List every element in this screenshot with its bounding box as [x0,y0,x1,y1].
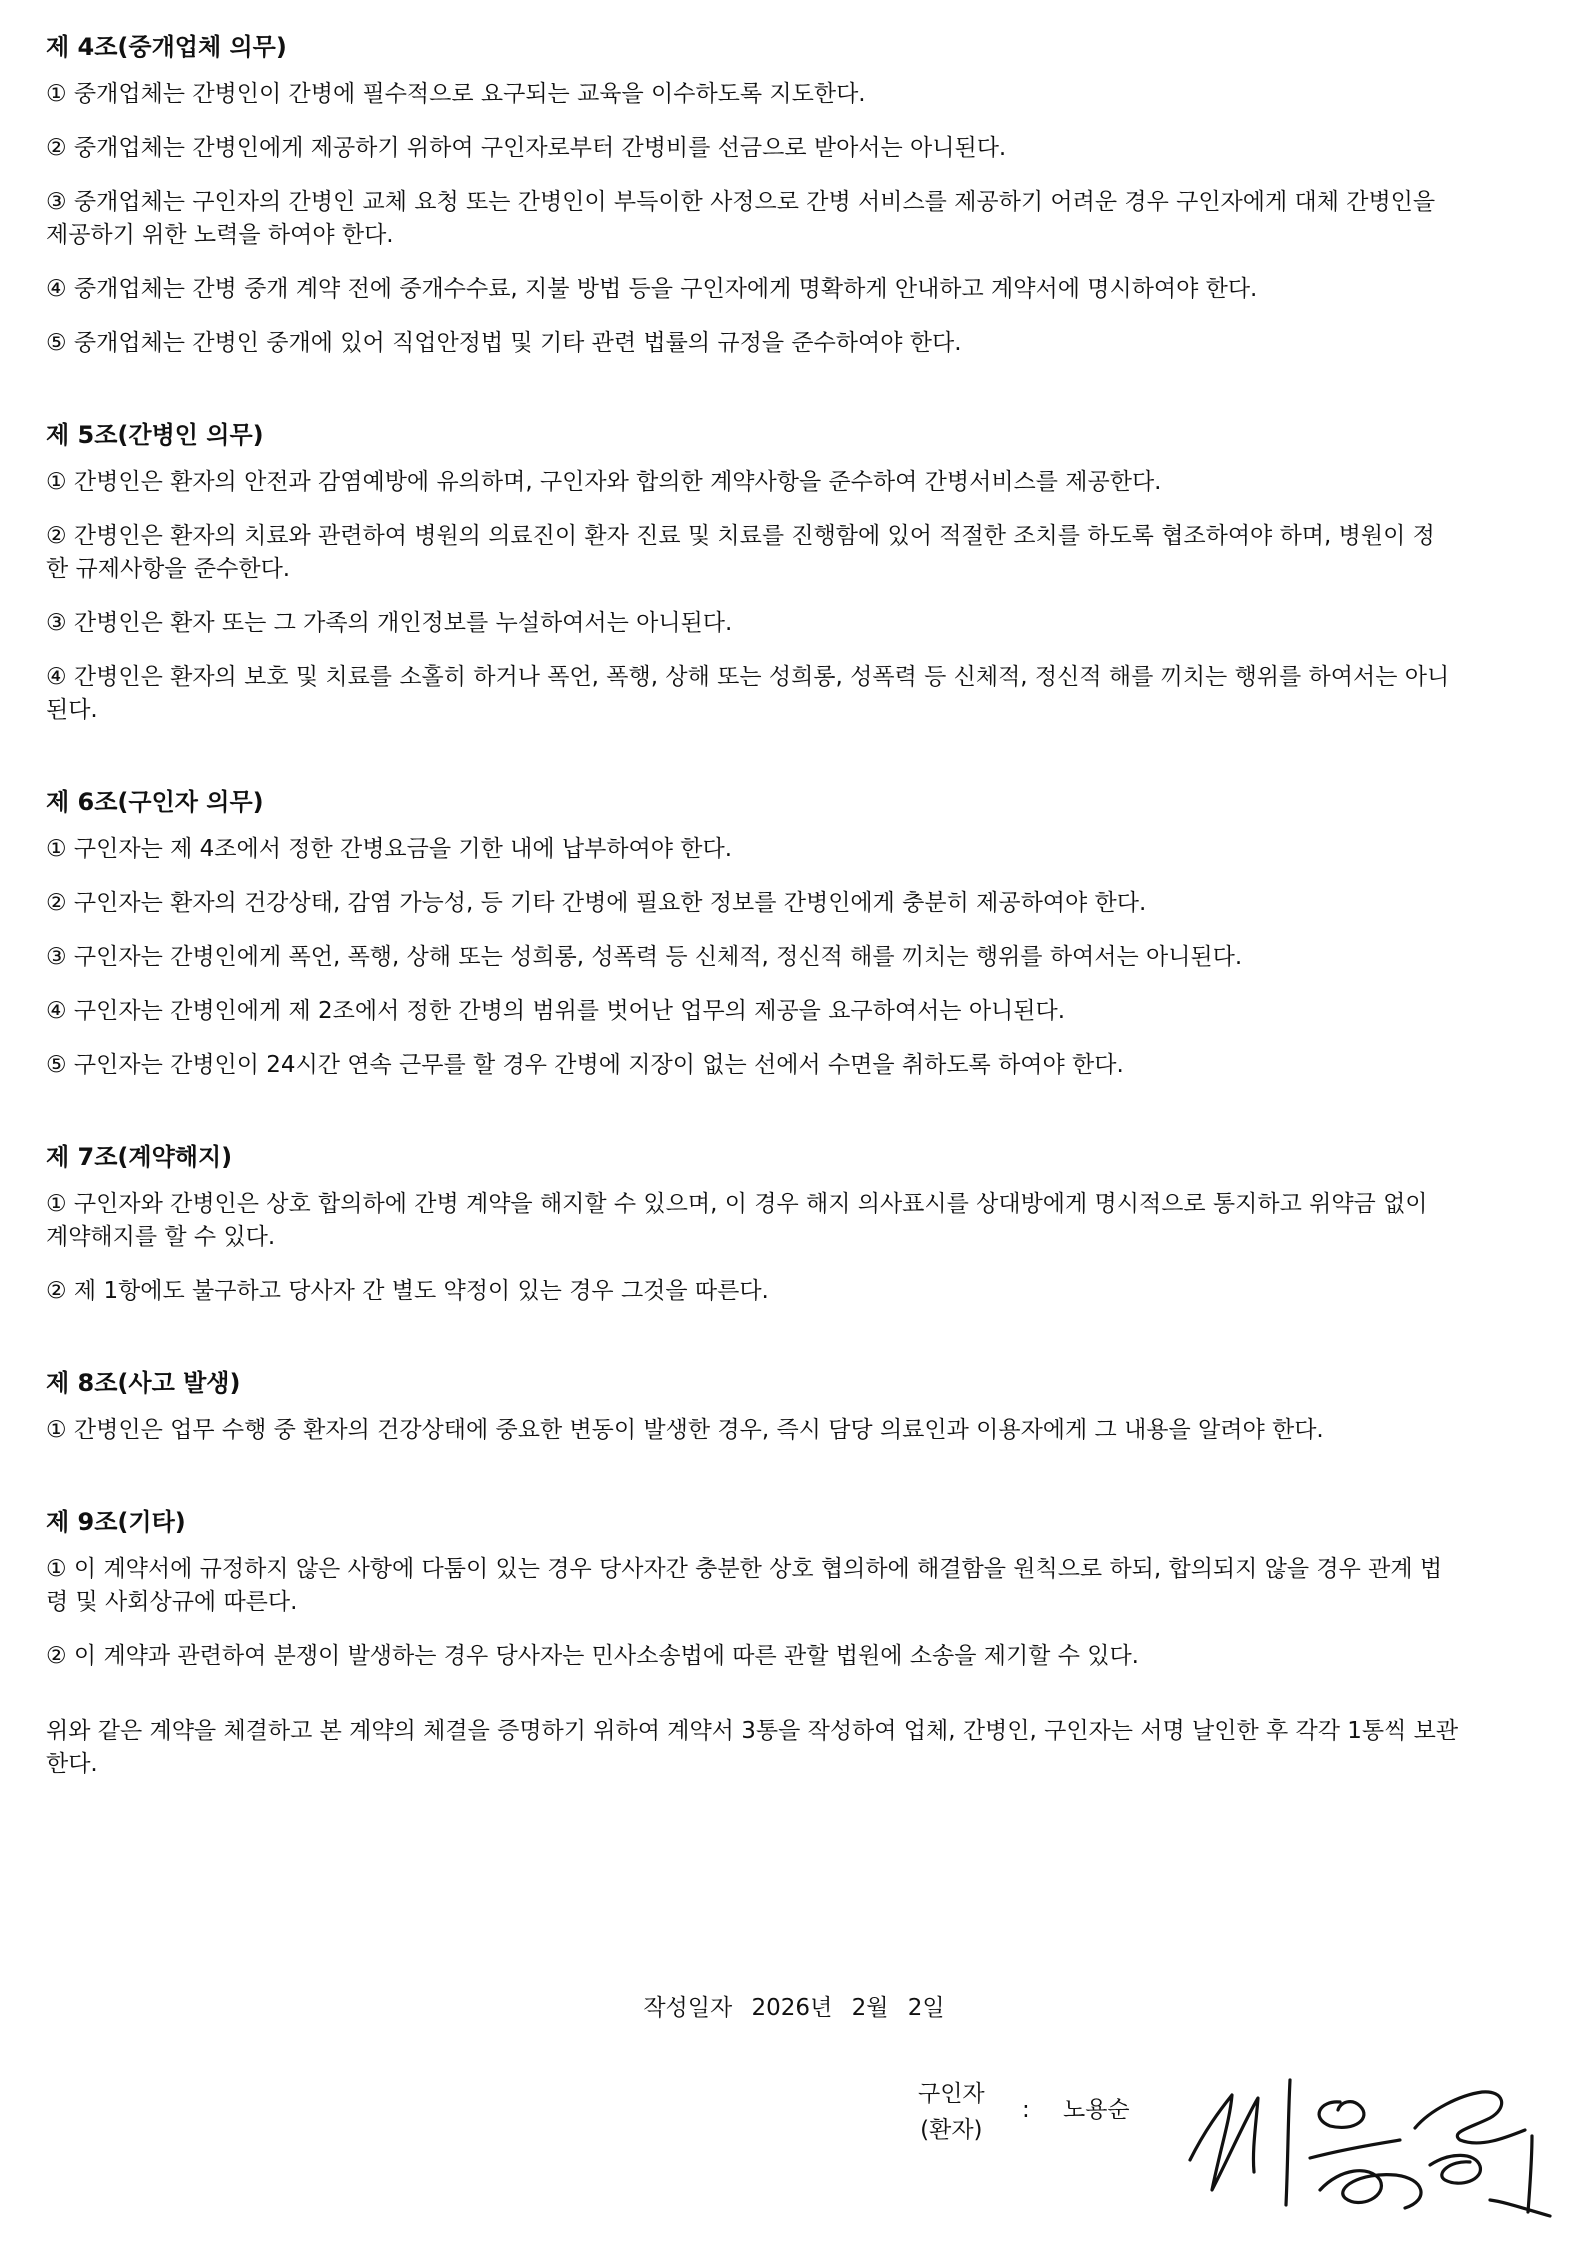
clause-item: ① 구인자는 제 4조에서 정한 간병요금을 기한 내에 납부하여야 한다. [46,836,733,862]
article-title: 제 9조(기타) [46,1508,186,1536]
clause-item: ② 중개업체는 간병인에게 제공하기 위하여 구인자로부터 간병비를 선금으로 받아서는 아니된다. [46,135,1007,161]
date-label: 작성일자 [643,1995,733,2021]
article-title: 제 7조(계약해지) [46,1143,233,1171]
clause-item: ② 제 1항에도 불구하고 당사자 간 별도 약정이 있는 경우 그것을 따른다. [46,1278,769,1304]
article-title: 제 8조(사고 발생) [46,1369,241,1397]
clause-item: ② 이 계약과 관련하여 분쟁이 발생하는 경우 당사자는 민사소송법에 따른 관할 법원에 소송을 제기할 수 있다. [46,1643,1139,1669]
clause-item: ① 이 계약서에 규정하지 않은 사항에 다툼이 있는 경우 당사자간 충분한 상호 협의하에 해결함을 원칙으로 하되, 합의되지 않을 경우 관계 법 령 및 사회상규에 따른다. [46,1556,1443,1615]
signer-role [918,2076,985,2148]
article-title: 제 6조(구인자 의무) [46,788,264,816]
clause-item: ③ 구인자는 간병인에게 폭언, 폭행, 상해 또는 성희롱, 성폭력 등 신체적, 정신적 해를 끼치는 행위를 하여서는 아니된다. [46,944,1243,970]
clause-item: ① 중개업체는 간병인이 간병에 필수적으로 요구되는 교육을 이수하도록 지도한다. [46,81,866,107]
clause-item: ⑤ 중개업체는 간병인 중개에 있어 직업안정법 및 기타 관련 법률의 규정을 준수하여야 한다. [46,330,962,356]
clause-item: ③ 중개업체는 구인자의 간병인 교체 요청 또는 간병인이 부득이한 사정으로 간병 서비스를 제공하기 어려운 경우 구인자에게 대체 간병인을 제공하기 위한 노력을 하여야 한다. [46,189,1436,248]
signer-colon: : [1022,2097,1030,2123]
clause-item: ⑤ 구인자는 간병인이 24시간 연속 근무를 할 경우 간병에 지장이 없는 선에서 수면을 취하도록 하여야 한다. [46,1052,1124,1078]
article-4 [46,30,1546,360]
article-6 [46,785,1546,1082]
signer-role-subtitle: (환자) [920,2117,983,2143]
date-line [0,1992,1588,2024]
handwritten-signature [1160,2040,1560,2230]
closing-statement: 위와 같은 계약을 체결하고 본 계약의 체결을 증명하기 위하여 계약서 3통을 작성하여 업체, 간병인, 구인자는 서명 날인한 후 각각 1통씩 보관 한다. [46,1718,1459,1777]
article-title: 제 4조(중개업체 의무) [46,33,287,61]
article-8 [46,1366,1546,1447]
clause-item: ④ 구인자는 간병인에게 제 2조에서 정한 간병의 범위를 벗어난 업무의 제공을 요구하여서는 아니된다. [46,998,1066,1024]
clause-item: ③ 간병인은 환자 또는 그 가족의 개인정보를 누설하여서는 아니된다. [46,610,733,636]
date-month: 2월 [851,1995,889,2021]
clause-item: ④ 중개업체는 간병 중개 계약 전에 중개수수료, 지불 방법 등을 구인자에게 명확하게 안내하고 계약서에 명시하여야 한다. [46,276,1258,302]
article-9 [46,1505,1546,1673]
clause-item: ① 간병인은 업무 수행 중 환자의 건강상태에 중요한 변동이 발생한 경우, 즉시 담당 의료인과 이용자에게 그 내용을 알려야 한다. [46,1417,1324,1443]
clause-item: ② 간병인은 환자의 치료와 관련하여 병원의 의료진이 환자 진료 및 치료를 진행함에 있어 적절한 조치를 하도록 협조하여야 하며, 병원이 정 한 규제사항을 준수한다. [46,523,1435,582]
article-7 [46,1140,1546,1308]
contract-body [46,30,1546,1781]
date-day: 2일 [907,1995,945,2021]
signer-name: 노용순 [1063,2097,1130,2123]
article-title: 제 5조(간병인 의무) [46,421,264,449]
clause-item: ① 간병인은 환자의 안전과 감염예방에 유의하며, 구인자와 합의한 계약사항을 준수하여 간병서비스를 제공한다. [46,469,1162,495]
clause-item: ① 구인자와 간병인은 상호 합의하에 간병 계약을 해지할 수 있으며, 이 경우 해지 의사표시를 상대방에게 명시적으로 통지하고 위약금 없이 계약해지를 할 수 있다. [46,1191,1428,1250]
date-year: 2026년 [751,1995,833,2021]
signer-role-title: 구인자 [918,2081,985,2107]
clause-item: ② 구인자는 환자의 건강상태, 감염 가능성, 등 기타 간병에 필요한 정보를 간병인에게 충분히 제공하여야 한다. [46,890,1147,916]
article-5 [46,418,1546,727]
clause-item: ④ 간병인은 환자의 보호 및 치료를 소홀히 하거나 폭언, 폭행, 상해 또는 성희롱, 성폭력 등 신체적, 정신적 해를 끼치는 행위를 하여서는 아니 된다. [46,664,1450,723]
